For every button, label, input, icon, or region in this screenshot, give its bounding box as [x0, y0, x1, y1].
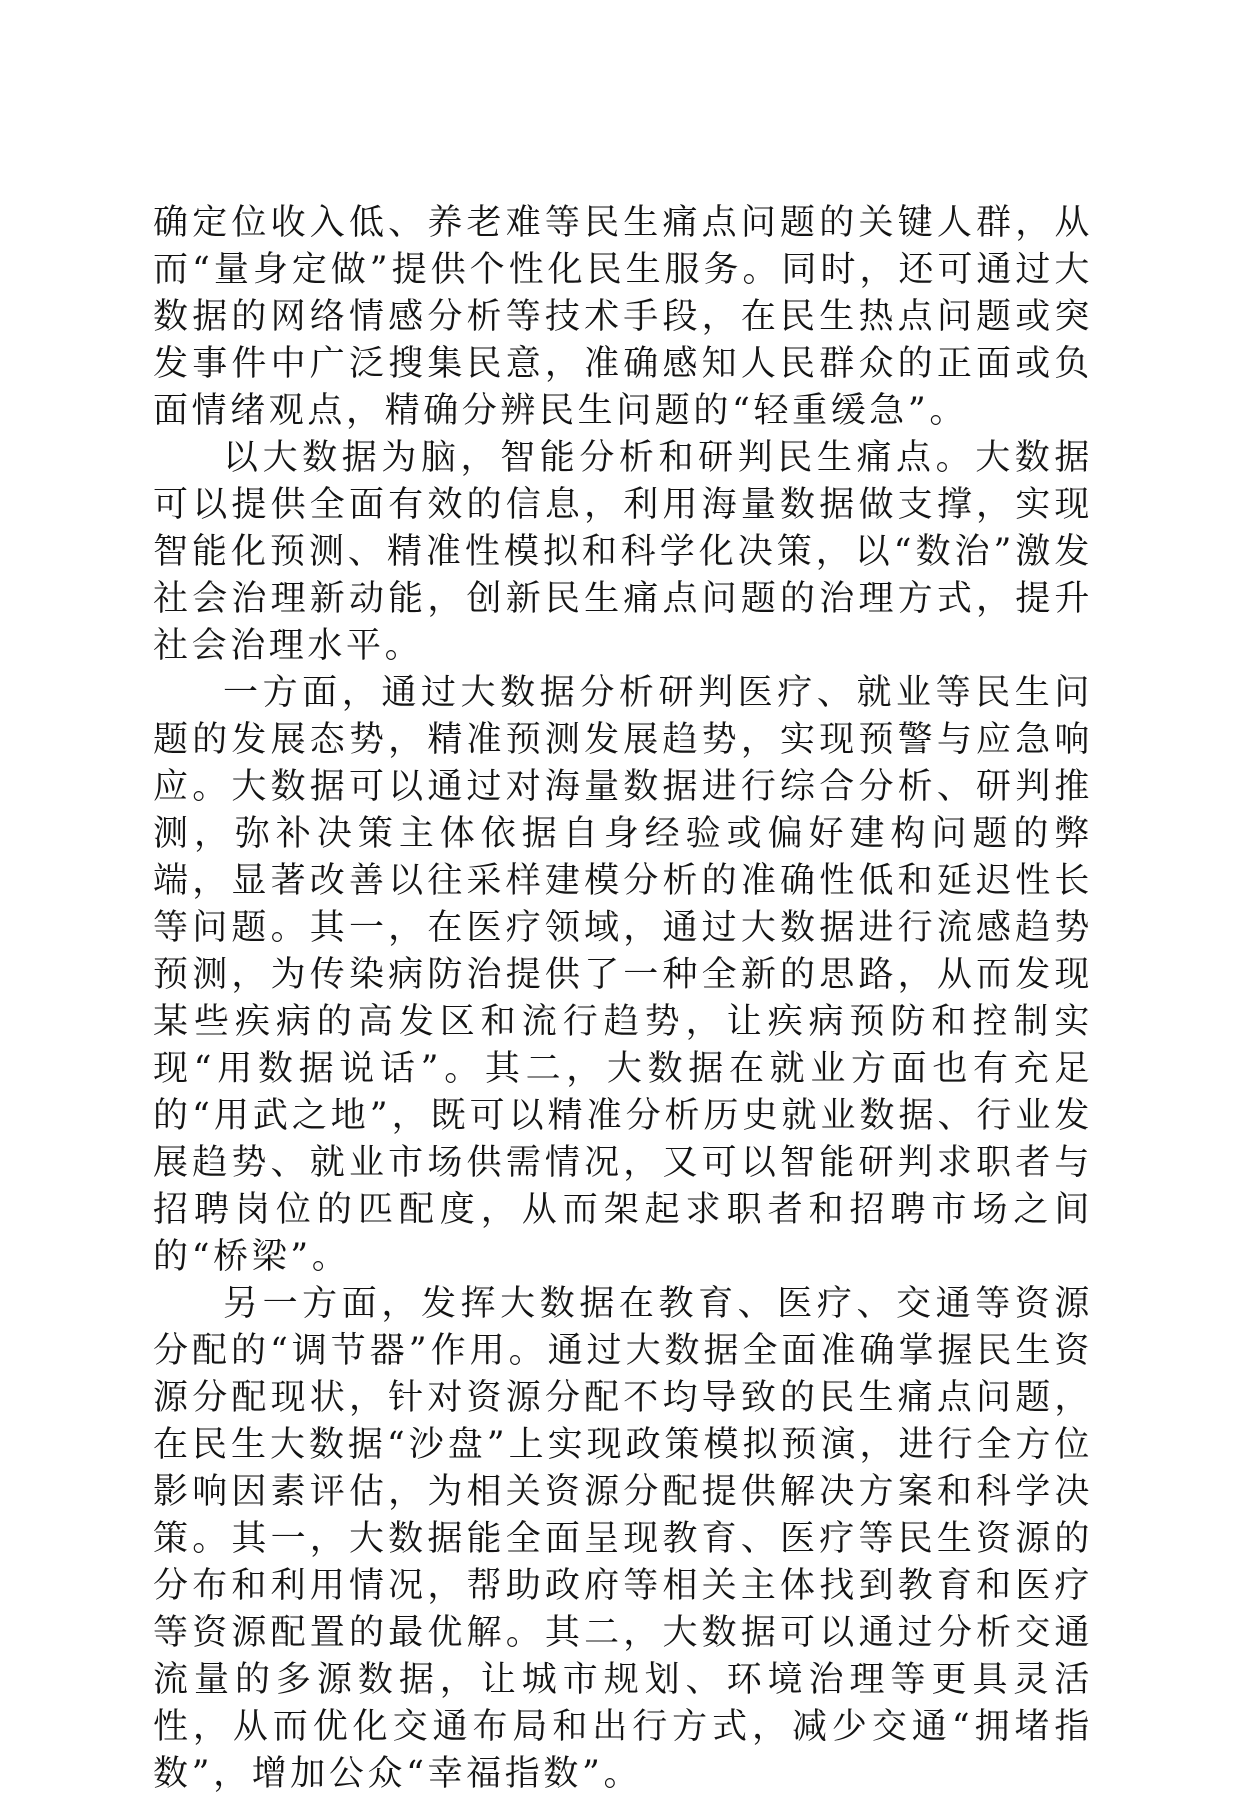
paragraph-continued: 确定位收入低、养老难等民生痛点问题的关键人群，从而“量身定做”提供个性化民生服务。同时，还可通过大数据的网络情感分析等技术手段，在民生热点问题或突发事件中广泛搜集民意，准确感知人民群众的正面或负面情绪观点，精确分辨民生问题的“轻重缓急”。 — [153, 203, 1093, 431]
document-body — [153, 200, 1093, 1798]
paragraph-on-other-hand: 另一方面，发挥大数据在教育、医疗、交通等资源分配的“调节器”作用。通过大数据全面准确掌握民生资源分配现状，针对资源分配不均导致的民生痛点问题，在民生大数据“沙盘”上实现政策模拟预演，进行全方位影响因素评估，为相关资源分配提供解决方案和科学决策。其一，大数据能全面呈现教育、医疗等民生资源的分布和利用情况，帮助政府等相关主体找到教育和医疗等资源配置的最优解。其二，大数据可以通过分析交通流量的多源数据，让城市规划、环境治理等更具灵活性，从而优化交通布局和出行方式，减少交通“拥堵指数”，增加公众“幸福指数”。 — [153, 1284, 1093, 1794]
paragraph-on-one-hand: 一方面，通过大数据分析研判医疗、就业等民生问题的发展态势，精准预测发展趋势，实现预警与应急响应。大数据可以通过对海量数据进行综合分析、研判推测，弥补决策主体依据自身经验或偏好建构问题的弊端，显著改善以往采样建模分析的准确性低和延迟性长等问题。其一，在医疗领域，通过大数据进行流感趋势预测，为传染病防治提供了一种全新的思路，从而发现某些疾病的高发区和流行趋势，让疾病预防和控制实现“用数据说话”。其二，大数据在就业方面也有充足的“用武之地”，既可以精准分析历史就业数据、行业发展趋势、就业市场供需情况，又可以智能研判求职者与招聘岗位的匹配度，从而架起求职者和招聘市场之间的“桥梁”。 — [153, 673, 1093, 1277]
paragraph-big-data-brain: 以大数据为脑，智能分析和研判民生痛点。大数据可以提供全面有效的信息，利用海量数据做支撑，实现智能化预测、精准性模拟和科学化决策，以“数治”激发社会治理新动能，创新民生痛点问题的治理方式，提升社会治理水平。 — [153, 438, 1093, 666]
